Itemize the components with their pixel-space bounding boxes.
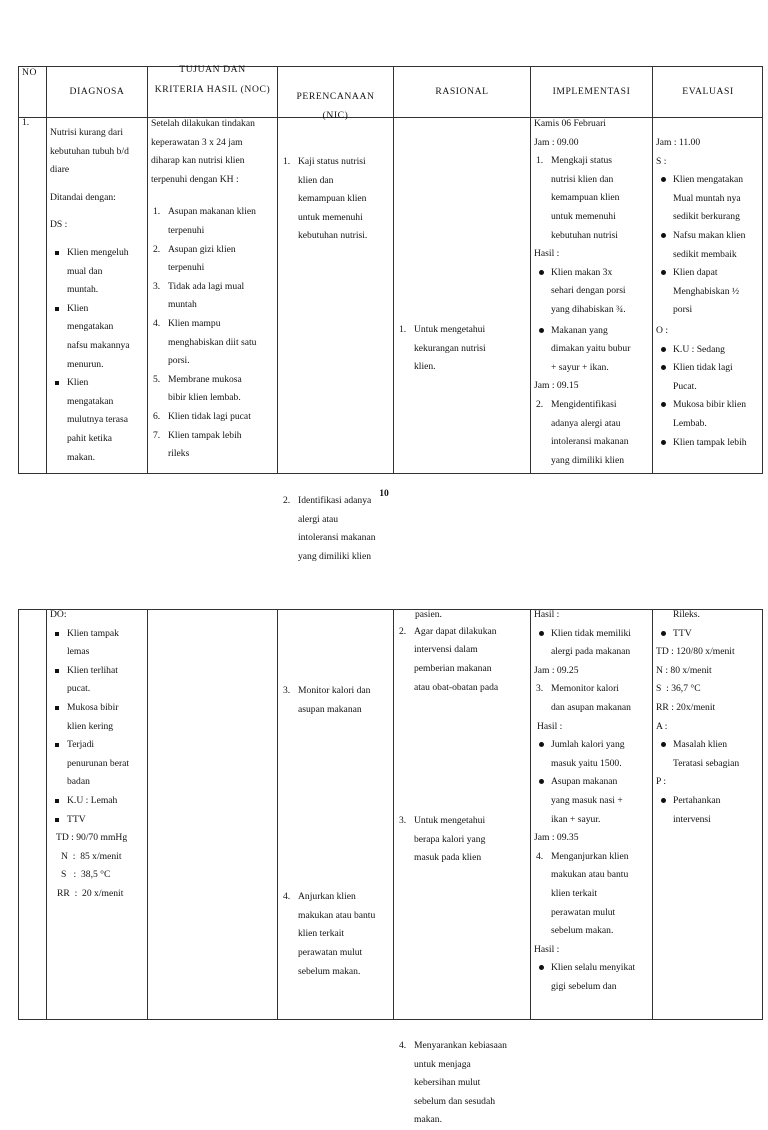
evaluasi-a-item: Masalah klien Teratasi sebagian (656, 736, 761, 773)
evaluasi-cell-continued: Rileks. TTV TD : 120/80 x/menit N : 80 x/menit S : 36,7 °C RR : 20x/menit A : Masalah klien Teratasi sebagian P : Pertahankan intervensi (653, 606, 763, 1020)
do-item: Mukosa bibir klien kering (50, 699, 145, 736)
header-tujuan: TUJUAN DAN KRITERIA HASIL (NOC) (154, 64, 271, 95)
rasional-1: 1. Untuk mengetahui kekurangan nutrisi klien. (399, 323, 486, 373)
hasil-item: Asupan makanan yang masuk nasi + ikan + sayur. (534, 773, 650, 829)
hasil-item: Klien makan 3x sehari dengan porsi yang dihabiskan ¾. (534, 264, 650, 320)
header-rasional: RASIONAL (435, 86, 489, 98)
header-evaluasi: EVALUASI (682, 86, 734, 98)
kh-item: 1. Asupan makanan klien terpenuhi (153, 206, 256, 236)
intervensi-4: 4. Anjurkan klien makukan atau bantu klien terkait perawatan mulut sebelum makan. (283, 891, 376, 977)
evaluasi-o-item: K.U : Sedang (656, 341, 761, 360)
do-item: Klien tampak lemas (50, 625, 145, 662)
implementasi-item: 3. Memonitor kalori dan asupan makanan (536, 683, 631, 713)
intervensi-3: 3. Monitor kalori dan asupan makanan (283, 685, 371, 715)
header-no: NO (22, 67, 38, 78)
evaluasi-s-item: Klien mengatakan Mual muntah nya sedikit berkurang (656, 171, 761, 227)
rasional-continued: pasien. (415, 609, 442, 620)
page-number: 10 (379, 488, 389, 499)
hasil-item: Klien tidak memiliki alergi pada makanan (534, 625, 650, 662)
evaluasi-cell: Jam : 11.00 S : Klien mengatakan Mual muntah nya sedikit berkurang Nafsu makan klien sedikit membaik Klien dapat Menghabiskan ½ porsi O : K.U : Sedang Klien tidak lagi Pucat. Mukosa bibir klien Lembab. Klien tampak lebih (653, 134, 763, 474)
header-implementasi: IMPLEMENTASI (552, 86, 631, 98)
kh-item: 4. Klien mampu menghabiskan diit satu porsi. (153, 317, 257, 367)
ttv-values: TD : 90/70 mmHg N : 85 x/menit S : 38,5 °C RR : 20 x/menit (56, 832, 128, 899)
kh-item: 5. Membrane mukosa bibir klien lembab. (153, 373, 242, 404)
kh-item: 6. Klien tidak lagi pucat (153, 410, 251, 422)
header-diagnosa: DIAGNOSA (69, 86, 125, 98)
rasional-2: 2. Agar dapat dilakukan intervensi dalam pemberian makanan atau obat-obatan pada (399, 625, 499, 693)
implementasi-item: 4. Menganjurkan klien makukan atau bantu klien terkait perawatan mulut sebelum makan. (536, 850, 629, 937)
evaluasi-o-item: Klien tampak lebih (656, 434, 761, 453)
do-item: TTV (50, 811, 145, 830)
ds-item: Klien mengatakan nafsu makannya menurun. (50, 300, 145, 374)
evaluasi-p-item: Pertahankan intervensi (656, 792, 761, 829)
rasional-3: 3. Untuk mengetahui berapa kalori yang masuk pada klien (399, 815, 486, 864)
ds-item: Klien mengeluh mual dan muntah. (50, 244, 145, 300)
implementasi-item: 1. Mengkaji status nutrisi klien dan kemampuan klien untuk memenuhi kebutuhan nutrisi (536, 155, 620, 241)
intervensi-2: 2. Identifikasi adanya alergi atau intoleransi makanan yang dimiliki klien (283, 494, 376, 562)
do-item: Terjadi penurunan berat badan (50, 736, 145, 792)
hasil-item: Makanan yang dimakan yaitu bubur + sayur + ikan. (534, 322, 650, 378)
evaluasi-o-item: Klien tidak lagi Pucat. (656, 359, 761, 396)
care-plan-table-page-2 (18, 609, 763, 1126)
hasil-item: Klien selalu menyikat gigi sebelum dan (534, 959, 650, 996)
do-item: K.U : Lemah (50, 792, 145, 811)
tujuan-cell: Setelah dilakukan tindakan keperawatan 3 x 24 jam diharap kan nutrisi klien terpenuhi dengan KH : 1. Asupan makanan klien terpenuhi 2. Asupan gizi klien terpenuhi 3. Tidak ada lagi mual muntah 4. Klien mampu menghabiskan diit satu porsi. 5. Membrane mukosa bibir klien lembab. 6. Klien tidak lagi pucat 7. Klien tampak lebih rileks (148, 115, 277, 474)
row-number: 1. (22, 117, 30, 128)
kh-item: 2. Asupan gizi klien terpenuhi (153, 243, 236, 274)
rasional-4: 4. Menyarankan kebiasaan untuk menjaga kebersihan mulut sebelum dan sesudah makan. (399, 1039, 507, 1126)
header-perencanaan: PERENCANAAN (NIC) (296, 90, 375, 121)
hasil-item: Jumlah kalori yang masuk yaitu 1500. (534, 736, 650, 773)
evaluasi-o-item: Mukosa bibir klien Lembab. (656, 396, 761, 433)
implementasi-item: 2. Mengidentifikasi adanya alergi atau intoleransi makanan yang dimiliki klien (536, 398, 629, 466)
intervensi-1: 1. Kaji status nutrisi klien dan kemampuan klien untuk memenuhi kebutuhan nutrisi. (283, 156, 368, 242)
kh-item: 3. Tidak ada lagi mual muntah (153, 280, 245, 311)
evaluasi-s-item: Klien dapat Menghabiskan ½ porsi (656, 264, 761, 320)
implementasi-cell-continued: Hasil : Klien tidak memiliki alergi pada makanan Jam : 09.25 3. Memonitor kalori dan asupan makanan Hasil : Jumlah kalori yang masuk yaitu 1500. Asupan makanan yang masuk nasi + ikan + sayur. Jam : 09.35 4. Menganjurkan klien makukan atau bantu klien terkait perawatan mulut sebelum makan. Hasil : Klien selalu menyikat gigi sebelum dan (531, 606, 652, 1020)
diagnosa-do-cell: DO: Klien tampak lemas Klien terlihat pucat. Mukosa bibir klien kering Terjadi penurunan berat badan K.U : Lemah TTV TD : 90/70 mmHg N : 85 x/menit S : 38,5 °C RR : 20 x/menit (47, 606, 147, 1020)
evaluasi-ttv-item: TTV (656, 625, 761, 644)
diagnosa-cell: Nutrisi kurang dari kebutuhan tubuh b/d diare Ditandai dengan: DS : Klien mengeluh mual dan muntah. Klien mengatakan nafsu makannya menurun. Klien mengatakan mulutnya terasa pahit ketika makan. (47, 124, 147, 474)
kh-item: 7. Klien tampak lebih rileks (153, 429, 242, 460)
evaluasi-s-item: Nafsu makan klien sedikit membaik (656, 227, 761, 264)
do-item: Klien terlihat pucat. (50, 662, 145, 699)
ds-item: Klien mengatakan mulutnya terasa pahit ketika makan. (50, 374, 145, 467)
implementasi-cell: Kamis 06 Februari Jam : 09.00 1. Mengkaji status nutrisi klien dan kemampuan klien untuk memenuhi kebutuhan nutrisi Hasil : Klien makan 3x sehari dengan porsi yang dihabiskan ¾. Makanan yang dimakan yaitu bubur + sayur + ikan. Jam : 09.15 2. Mengidentifikasi adanya alergi atau intoleransi makanan yang dimiliki klien (531, 115, 652, 474)
